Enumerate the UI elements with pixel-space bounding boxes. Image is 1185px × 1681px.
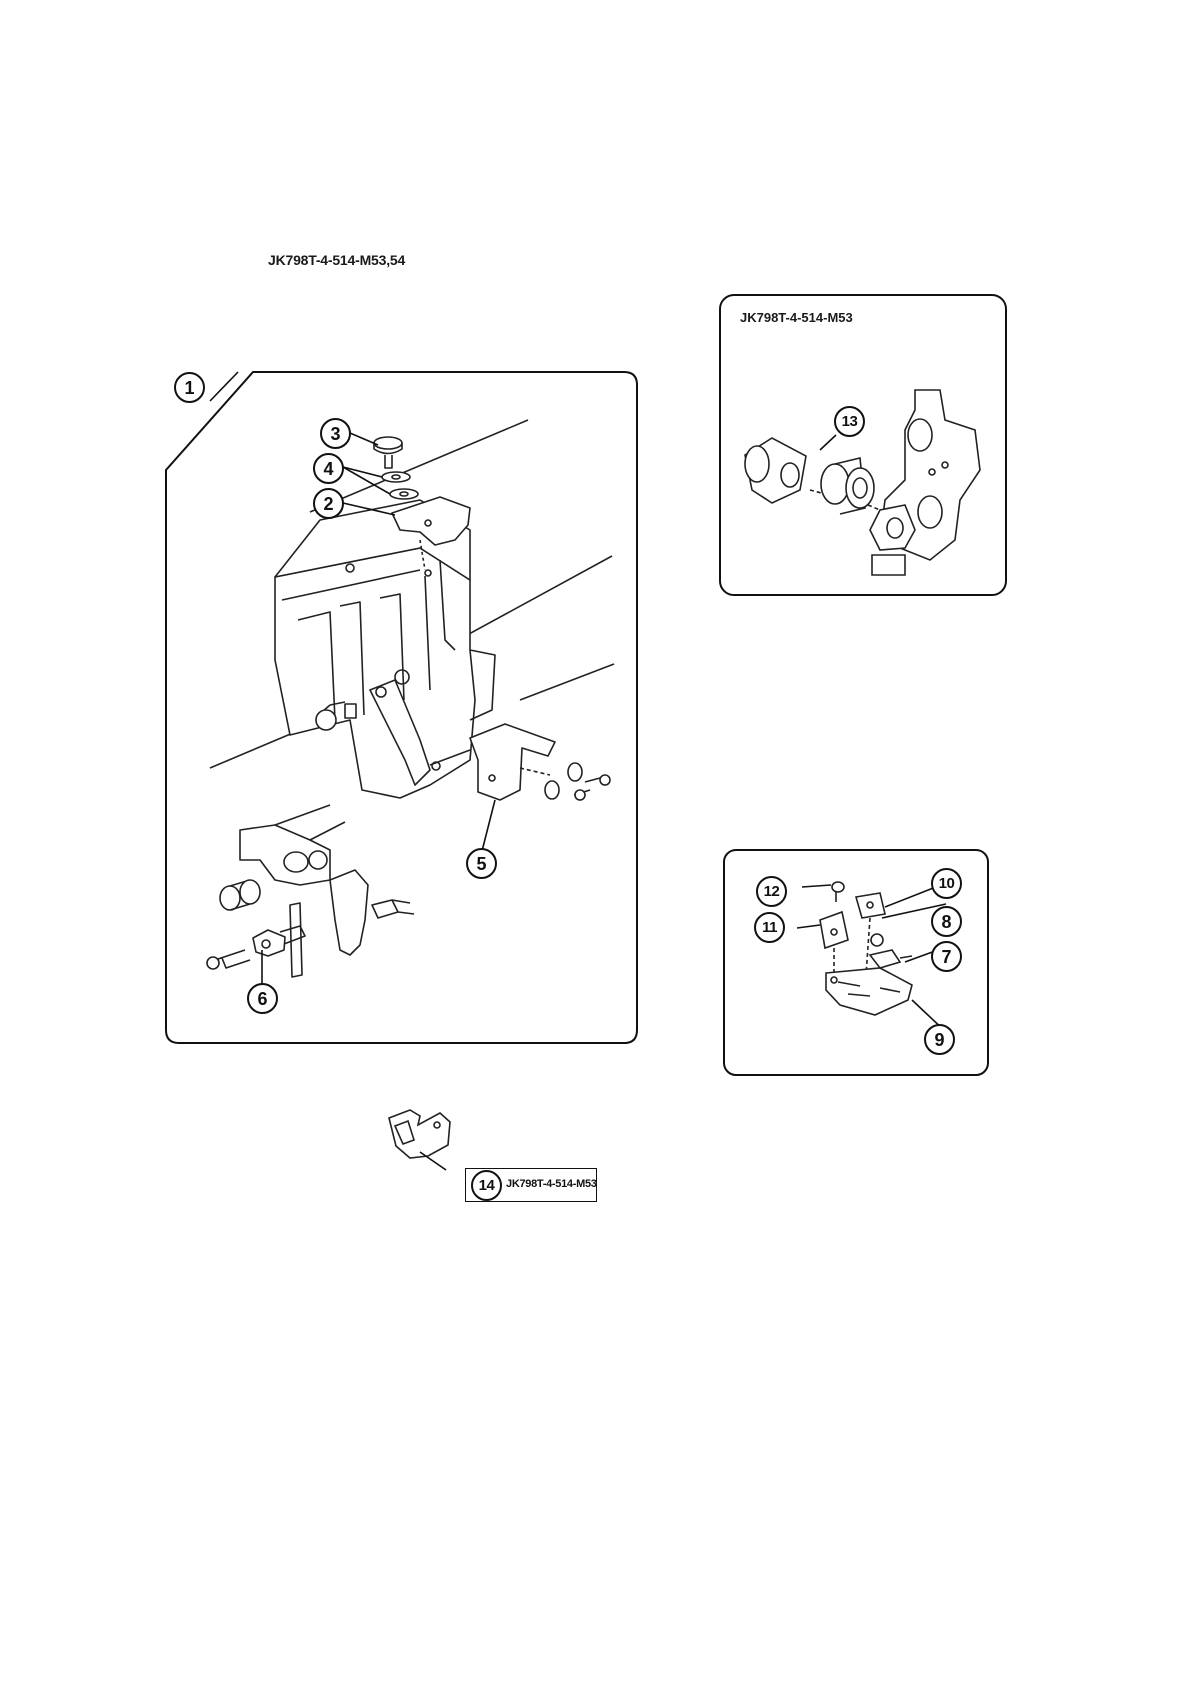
- part-14-drawing: [389, 1110, 450, 1158]
- part-14-label: JK798T-4-514-M53: [506, 1178, 597, 1190]
- needle-bar-panel-label: JK798T-4-514-M53: [740, 310, 853, 325]
- callout-5[interactable]: 5: [466, 848, 497, 879]
- callout-13[interactable]: 13: [834, 406, 865, 437]
- callout-10[interactable]: 10: [931, 868, 962, 899]
- callout-4[interactable]: 4: [313, 453, 344, 484]
- callout-9[interactable]: 9: [924, 1024, 955, 1055]
- callout-8[interactable]: 8: [931, 906, 962, 937]
- main-assembly-drawing: [207, 420, 614, 977]
- page-title: JK798T-4-514-M53,54: [268, 252, 406, 268]
- callout-11[interactable]: 11: [754, 912, 785, 943]
- callout-6[interactable]: 6: [247, 983, 278, 1014]
- callout-2[interactable]: 2: [313, 488, 344, 519]
- callout-7[interactable]: 7: [931, 941, 962, 972]
- callout-1[interactable]: 1: [174, 372, 205, 403]
- callout-3[interactable]: 3: [320, 418, 351, 449]
- callout-14[interactable]: 14: [471, 1170, 502, 1201]
- callout-12[interactable]: 12: [756, 876, 787, 907]
